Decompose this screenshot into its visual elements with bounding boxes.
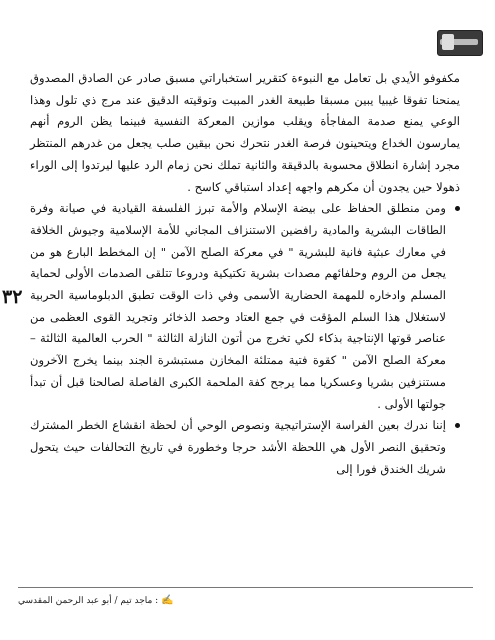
publisher-logo	[437, 30, 483, 56]
bullet-list	[30, 198, 460, 480]
list-item-text: ومن منطلق الحفاظ على بيضة الإسلام والأمة تبرز الفلسفة القيادية في صيانة وفرة الطاقات البشرية والمادية رافضين الاستنزاف المجاني للأمة الإسلامية وجيوش الخلافة في معارك عبثية فانية للبشرية " في معركة الصلح الآمن " إن المخطط البارع هو من يجعل من الروم وحلفائهم مصدات بشرية تكتيكية ودروعا تتلقى الصدمات الأولى لحماية المسلم وادخاره للمهمة الحضارية الأسمى وفي ذات الوقت تطبق الدبلوماسية الحربية لاستغلال هذا السلم المؤقت في جمع العتاد وحصد الذخائر وتجريد القوى العظمى من عناصر قوتها الإنتاجية بذكاء لكي تخرج من أتون النازلة الثالثة " الحرب العالمية الثالثة – معركة الصلح الآمن " كقوة فتية ممتلئة المخازن مستبشرة الجند بينما يخرج الآخرون مستنزفين بشريا وعسكريا مما يرجح كفة الملحمة الكبرى الفاصلة لصالحنا قبل أن تبدأ جولتها الأولى .	[30, 201, 446, 411]
intro-paragraph: مكفوفو الأيدي بل تعامل مع النبوءة كتقرير استخباراتي مسبق صادر عن الصادق المصدوق يمنحنا تفوقا غيبيا يبين مسبقا طبيعة الغدر المبيت وتوقيته الدقيق عند مرج ذي تلول وهذا الوعي يمنع صدمة المفاجأة ويقلب موازين المعركة النفسية فبينما يظن الروم أنهم يمارسون الخداع ويتحينون فرصة الغدر نتحرك نحن بيقين صلب يجعل من غدرهم المنتظر مجرد إشارة انطلاق محسوبة بالدقيقة والثانية تملك نحن زمام الرد عليها ليرتدوا إلى الوراء ذهولا حين يجدون أن مكرهم واجهه إعداد استباقي كاسح .	[30, 71, 460, 194]
bullet-icon	[455, 206, 460, 211]
page-body	[30, 68, 460, 480]
bullet-icon	[455, 423, 460, 428]
pen-icon: ✍	[161, 595, 174, 606]
footer-divider	[18, 587, 473, 588]
list-item	[30, 415, 460, 480]
list-item-text: إننا ندرك بعين الفراسة الإستراتيجية ونصوص الوحي أن لحظة انقشاع الخطر المشترك وتحقيق النصر الأول هي اللحظة الأشد حرجا وخطورة في تاريخ التحالفات حيث يتحول شريك الخندق فورا إلى	[30, 418, 446, 476]
footer	[18, 595, 378, 606]
page-number: ٣٢	[2, 286, 23, 308]
footer-author: : ماجد تيم / أبو عبد الرحمن المقدسي	[18, 596, 159, 606]
list-item	[30, 198, 460, 415]
